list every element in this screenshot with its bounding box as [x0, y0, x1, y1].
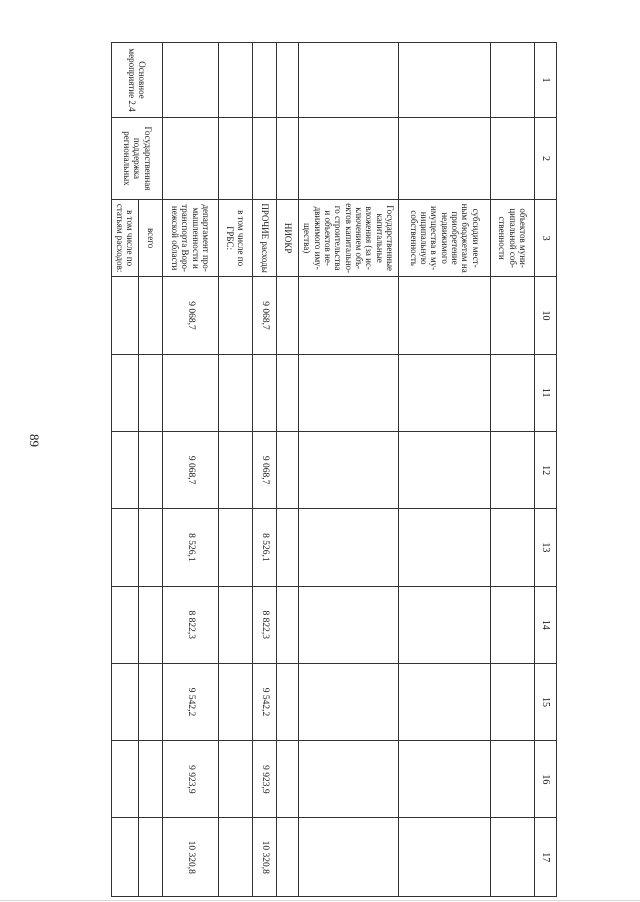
- value-cell: [399, 354, 491, 431]
- header-cell: 3: [535, 199, 557, 276]
- value-cell: 8 822,3: [163, 586, 219, 663]
- value-cell: [219, 818, 253, 897]
- value-cell: [299, 741, 399, 818]
- value-cell: [491, 818, 535, 897]
- value-cell: 9 923,9: [253, 741, 277, 818]
- value-cell: [299, 818, 399, 897]
- value-cell: [399, 741, 491, 818]
- table-row: [163, 43, 219, 897]
- value-cell: [277, 818, 299, 897]
- measure-cell: [253, 43, 277, 118]
- table-row: [219, 43, 253, 897]
- value-cell: [112, 431, 139, 508]
- value-cell: [277, 586, 299, 663]
- value-cell: [399, 586, 491, 663]
- value-cell: [219, 663, 253, 740]
- value-cell: [139, 663, 163, 740]
- header-cell: 14: [535, 586, 557, 663]
- table-row: [277, 43, 299, 897]
- measure-cell: [277, 43, 299, 118]
- header-cell: 13: [535, 509, 557, 586]
- title-cell: [277, 117, 299, 199]
- value-cell: 9 068,7: [253, 431, 277, 508]
- expense-type-cell: в том числе по ГРБС:: [219, 199, 253, 276]
- value-cell: [491, 354, 535, 431]
- value-cell: [491, 586, 535, 663]
- expense-type-cell: Государственные капитальные вложения (за ис-ключением объ-ектов капитально-го строительства и объектов не-движимого иму-щества): [299, 199, 399, 276]
- measure-cell: [219, 43, 253, 118]
- expense-type-cell: НИОКР: [277, 199, 299, 276]
- value-cell: 9 542,2: [163, 663, 219, 740]
- header-cell: 10: [535, 277, 557, 354]
- value-cell: [491, 277, 535, 354]
- value-cell: 9 068,7: [253, 277, 277, 354]
- value-cell: [399, 277, 491, 354]
- value-cell: [139, 509, 163, 586]
- expenditure-table: [111, 42, 557, 897]
- value-cell: [219, 741, 253, 818]
- value-cell: [112, 277, 139, 354]
- value-cell: [299, 431, 399, 508]
- value-cell: 8 526,1: [163, 509, 219, 586]
- value-cell: [139, 277, 163, 354]
- value-cell: [219, 354, 253, 431]
- title-cell: [491, 117, 535, 199]
- value-cell: [491, 509, 535, 586]
- value-cell: [299, 663, 399, 740]
- title-cell: [399, 117, 491, 199]
- expense-type-cell: ПРОЧИЕ расходы: [253, 199, 277, 276]
- value-cell: [299, 354, 399, 431]
- value-cell: [219, 586, 253, 663]
- header-cell: 1: [535, 43, 557, 118]
- expense-type-cell: объектов муни-ципальной соб-ственности: [491, 199, 535, 276]
- value-cell: [277, 741, 299, 818]
- header-cell: 11: [535, 354, 557, 431]
- title-cell: [219, 117, 253, 199]
- value-cell: [491, 431, 535, 508]
- value-cell: [277, 509, 299, 586]
- value-cell: [277, 431, 299, 508]
- measure-cell: [299, 43, 399, 118]
- value-cell: [277, 277, 299, 354]
- value-cell: [399, 431, 491, 508]
- title-cell: [299, 117, 399, 199]
- expense-type-cell: в том числе по статьям расходов:: [112, 199, 139, 276]
- value-cell: 9 542,2: [253, 663, 277, 740]
- header-cell: 12: [535, 431, 557, 508]
- header-cell: 2: [535, 117, 557, 199]
- title-cell: Государственная поддержка региональных: [112, 117, 163, 199]
- value-cell: [112, 509, 139, 586]
- value-cell: [139, 586, 163, 663]
- value-cell: [112, 354, 139, 431]
- value-cell: 9 068,7: [163, 431, 219, 508]
- value-cell: [491, 663, 535, 740]
- expense-type-cell: всего: [139, 199, 163, 276]
- table-row: [399, 43, 491, 897]
- title-cell: [253, 117, 277, 199]
- table-row: [491, 43, 535, 897]
- title-cell: [163, 117, 219, 199]
- value-cell: [163, 354, 219, 431]
- value-cell: 9 068,7: [163, 277, 219, 354]
- value-cell: [139, 818, 163, 897]
- value-cell: [253, 354, 277, 431]
- value-cell: [139, 741, 163, 818]
- value-cell: 9 923,9: [163, 741, 219, 818]
- scan-edge-line: [0, 900, 640, 901]
- value-cell: [219, 277, 253, 354]
- value-cell: [112, 818, 139, 897]
- value-cell: [299, 277, 399, 354]
- value-cell: [277, 354, 299, 431]
- value-cell: [219, 431, 253, 508]
- table-row: [299, 43, 399, 897]
- value-cell: 10 320,8: [163, 818, 219, 897]
- expense-type-cell: департамент про-мышленности и транспорта Воро-нежской области: [163, 199, 219, 276]
- header-row: [535, 43, 557, 897]
- value-cell: [399, 663, 491, 740]
- value-cell: [112, 663, 139, 740]
- header-cell: 15: [535, 663, 557, 740]
- measure-cell: [399, 43, 491, 118]
- value-cell: [277, 663, 299, 740]
- measure-cell: [163, 43, 219, 118]
- page-number: 89: [27, 434, 42, 447]
- value-cell: [112, 586, 139, 663]
- value-cell: 8 822,3: [253, 586, 277, 663]
- table-row: [139, 43, 163, 897]
- value-cell: [399, 509, 491, 586]
- value-cell: [399, 818, 491, 897]
- value-cell: [299, 509, 399, 586]
- value-cell: 10 320,8: [253, 818, 277, 897]
- value-cell: [219, 509, 253, 586]
- value-cell: [491, 741, 535, 818]
- value-cell: [299, 586, 399, 663]
- expense-type-cell: субсидии мест-ным бюджетам на приобретение недвижимого имущества в му-ниципальную собственность: [399, 199, 491, 276]
- rotated-table-container: [112, 42, 557, 897]
- header-cell: 16: [535, 741, 557, 818]
- value-cell: [139, 354, 163, 431]
- measure-cell: [491, 43, 535, 118]
- header-cell: 17: [535, 818, 557, 897]
- value-cell: 8 526,1: [253, 509, 277, 586]
- value-cell: [112, 741, 139, 818]
- measure-cell: Основное мероприятие 2.4: [112, 43, 163, 118]
- table-row: [253, 43, 277, 897]
- value-cell: [139, 431, 163, 508]
